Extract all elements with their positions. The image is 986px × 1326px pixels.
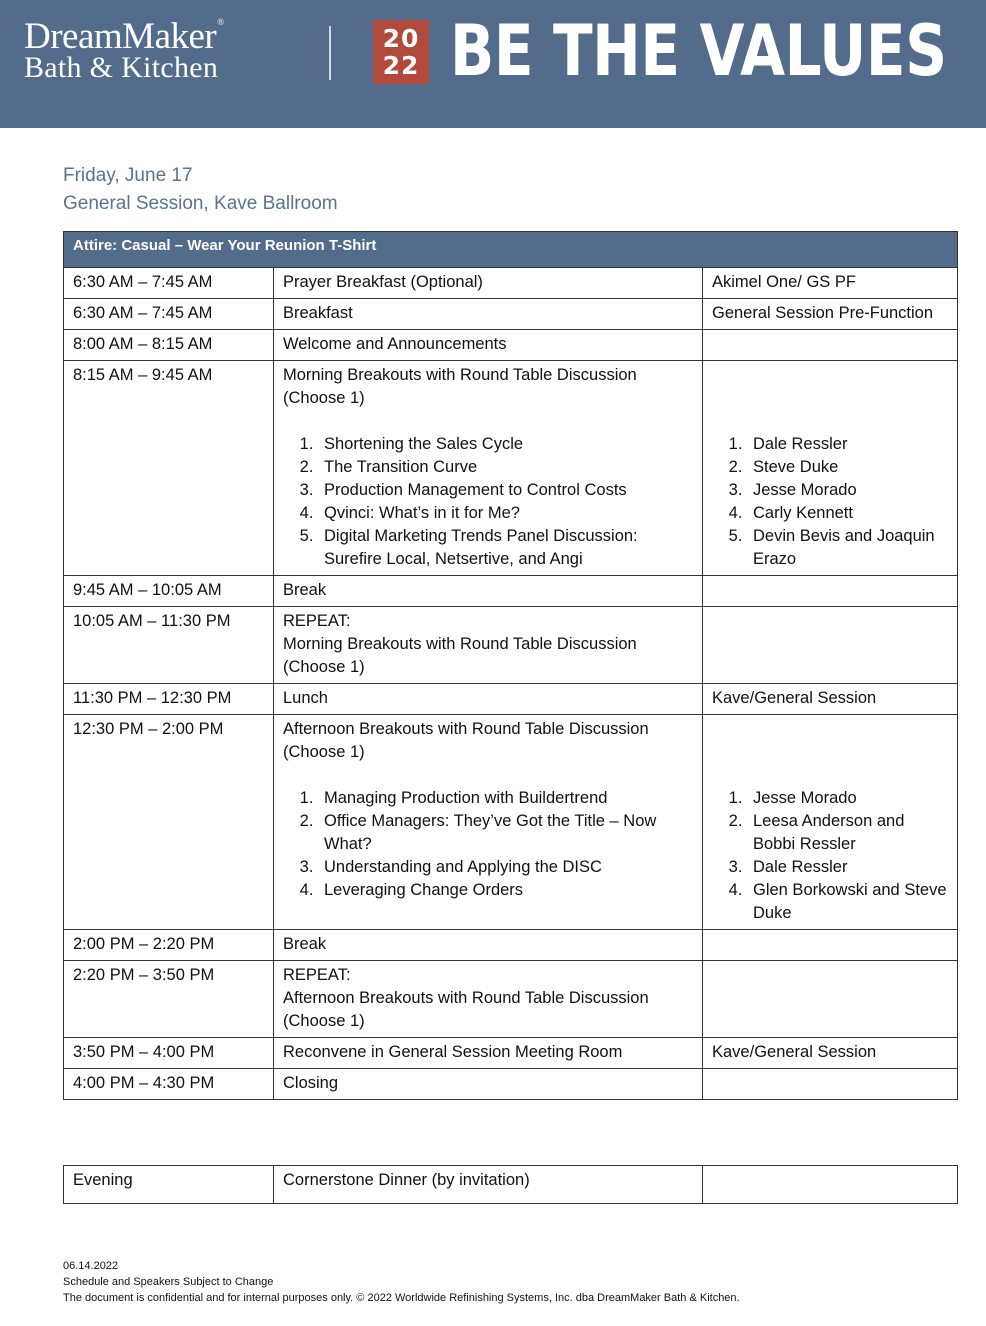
day-heading: Friday, June 17 <box>63 165 193 186</box>
event-cell: Closing <box>274 1069 703 1100</box>
header-banner <box>0 0 986 128</box>
location-cell <box>703 330 958 361</box>
speaker-item: 2. Steve Duke <box>747 456 948 479</box>
location-cell <box>703 607 958 684</box>
session-item: 3. Understanding and Applying the DISC <box>318 856 693 879</box>
table-row <box>64 576 958 607</box>
event-cell: Breakfast <box>274 299 703 330</box>
session-item: 1. Managing Production with Buildertrend <box>318 787 693 810</box>
attire-cell: Attire: Casual – Wear Your Reunion T-Shirt <box>64 232 958 268</box>
location-cell <box>703 576 958 607</box>
table-row <box>64 1069 958 1100</box>
dreammaker-logo <box>24 18 224 83</box>
time-cell: 12:30 PM – 2:00 PM <box>64 715 274 930</box>
speaker-item: 3. Jesse Morado <box>747 479 948 502</box>
tagline: BE THE VALUES <box>450 10 947 92</box>
time-cell: 8:00 AM – 8:15 AM <box>64 330 274 361</box>
session-list <box>283 787 693 902</box>
time-cell: 2:00 PM – 2:20 PM <box>64 930 274 961</box>
speaker-item: 3. Dale Ressler <box>747 856 948 879</box>
location-cell: Akimel One/ GS PF <box>703 268 958 299</box>
time-cell: 9:45 AM – 10:05 AM <box>64 576 274 607</box>
table-row <box>64 268 958 299</box>
event-cell: Reconvene in General Session Meeting Room <box>274 1038 703 1069</box>
logo-line-2: Bath & Kitchen <box>24 51 219 84</box>
session-item: 2. Office Managers: They’ve Got the Title – Now What? <box>318 810 693 856</box>
time-cell: 4:00 PM – 4:30 PM <box>64 1069 274 1100</box>
location-cell <box>703 715 958 930</box>
speaker-item: 1. Dale Ressler <box>747 433 948 456</box>
session-item: 4. Leveraging Change Orders <box>318 879 693 902</box>
attire-row <box>64 232 958 268</box>
location-cell <box>703 961 958 1038</box>
time-cell: Evening <box>64 1166 274 1204</box>
time-cell: 2:20 PM – 3:50 PM <box>64 961 274 1038</box>
session-item: 4. Qvinci: What’s in it for Me? <box>318 502 693 525</box>
speaker-item: 2. Leesa Anderson and Bobbi Ressler <box>747 810 948 856</box>
location-cell: Kave/General Session <box>703 684 958 715</box>
session-item: 1. Shortening the Sales Cycle <box>318 433 693 456</box>
event-cell: Welcome and Announcements <box>274 330 703 361</box>
table-row <box>64 961 958 1038</box>
event-cell: Prayer Breakfast (Optional) <box>274 268 703 299</box>
header-divider <box>329 26 331 80</box>
table-row <box>64 930 958 961</box>
event-cell: Break <box>274 576 703 607</box>
breakout-title: Morning Breakouts with Round Table Discussion (Choose 1) <box>283 366 637 407</box>
speaker-item: 4. Carly Kennett <box>747 502 948 525</box>
table-row <box>64 299 958 330</box>
breakout-title: Afternoon Breakouts with Round Table Discussion (Choose 1) <box>283 720 649 761</box>
speaker-item: 4. Glen Borkowski and Steve Duke <box>747 879 948 925</box>
year-bottom: 22 <box>382 51 420 80</box>
location-cell <box>703 1069 958 1100</box>
footer <box>63 1258 740 1306</box>
event-title: Afternoon Breakouts with Round Table Discussion (Choose 1) <box>283 989 649 1030</box>
repeat-label: REPEAT: <box>283 966 351 984</box>
event-cell: Break <box>274 930 703 961</box>
speaker-list <box>712 433 948 571</box>
table-row <box>64 607 958 684</box>
event-cell <box>274 607 703 684</box>
location-cell <box>703 930 958 961</box>
location-cell: General Session Pre-Function <box>703 299 958 330</box>
table-row <box>64 715 958 930</box>
location-heading: General Session, Kave Ballroom <box>63 193 338 214</box>
table-row <box>64 684 958 715</box>
event-title: Morning Breakouts with Round Table Discussion (Choose 1) <box>283 635 637 676</box>
registered-mark: ® <box>217 17 224 27</box>
location-cell <box>703 1166 958 1204</box>
speaker-item: 1. Jesse Morado <box>747 787 948 810</box>
speaker-list <box>712 787 948 925</box>
time-cell: 6:30 AM – 7:45 AM <box>64 268 274 299</box>
location-cell <box>703 361 958 576</box>
year-badge <box>373 20 429 84</box>
session-item: 3. Production Management to Control Costs <box>318 479 693 502</box>
time-cell: 8:15 AM – 9:45 AM <box>64 361 274 576</box>
time-cell: 3:50 PM – 4:00 PM <box>64 1038 274 1069</box>
repeat-label: REPEAT: <box>283 612 351 630</box>
table-row <box>64 1038 958 1069</box>
footer-note: Schedule and Speakers Subject to Change <box>63 1276 274 1288</box>
session-list <box>283 433 693 571</box>
time-cell: 11:30 PM – 12:30 PM <box>64 684 274 715</box>
table-row <box>64 1166 958 1204</box>
speaker-item: 5. Devin Bevis and Joaquin Erazo <box>747 525 948 571</box>
time-cell: 10:05 AM – 11:30 PM <box>64 607 274 684</box>
time-cell: 6:30 AM – 7:45 AM <box>64 299 274 330</box>
footer-legal: The document is confidential and for internal purposes only. © 2022 Worldwide Refinishing Systems, Inc. dba DreamMaker Bath & Kitchen. <box>63 1292 740 1304</box>
table-row <box>64 330 958 361</box>
logo-line-1: DreamMaker <box>24 16 217 57</box>
event-cell <box>274 961 703 1038</box>
session-item: 5. Digital Marketing Trends Panel Discussion: Surefire Local, Netsertive, and Angi <box>318 525 693 571</box>
event-cell <box>274 715 703 930</box>
session-item: 2. The Transition Curve <box>318 456 693 479</box>
location-cell: Kave/General Session <box>703 1038 958 1069</box>
event-cell: Lunch <box>274 684 703 715</box>
table-row <box>64 361 958 576</box>
schedule-table <box>63 231 958 1100</box>
event-cell <box>274 361 703 576</box>
year-top: 20 <box>382 24 420 53</box>
evening-table <box>63 1165 958 1204</box>
footer-date: 06.14.2022 <box>63 1260 119 1272</box>
event-cell: Cornerstone Dinner (by invitation) <box>274 1166 703 1204</box>
